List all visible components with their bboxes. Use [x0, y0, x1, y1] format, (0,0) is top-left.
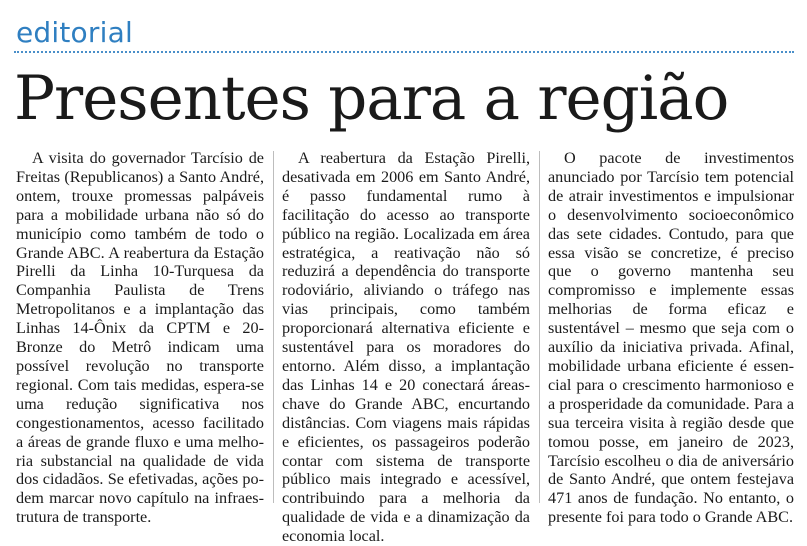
article-column-3 [548, 149, 794, 527]
article-paragraph-3: O pacote de investimentos anunciado por Tarcísio tem potencial de atrair investimentos e impulsionar o desenvolvimento socioeconômico das sete cidades. Contudo, para que essa visão se concretize, é preciso que o governo mantenha seu compromisso e implemente essas melhorias de forma eficaz e sustentável – mesmo que seja com o auxílio da iniciativa privada. Afinal, mobilidade urbana eficiente é essencial para o crescimento harmonioso e a prosperidade da comunidade. Para a sua terceira visita à região desde que tomou posse, em janeiro de 2023, Tarcísio escolheu o dia de aniversário de Santo André, que ontem festejava 471 anos de fundação. No entanto, o presente foi para todo o Grande ABC. [548, 149, 794, 527]
article-paragraph-1: A visita do governador Tarcísio de Freitas (Republicanos) a Santo André, ontem, trouxe promessas palpáveis para a mobilidade urbana não só do município como também de todo o Grande ABC. A reabertura da Estação Pirelli da Linha 10-Turquesa da Companhia Paulista de Trens Metropolitanos e a implantação das Linhas 14-Ônix da CPTM e 20-Bronze do Metrô indicam uma possível revolução no transporte regional. Com tais medidas, espera-se uma redução significativa nos congestionamentos, acesso facilitado a áreas de grande fluxo e uma melhoria substancial na qualidade de vida dos cidadãos. Se efetivadas, ações podem marcar novo capítulo na infraestrutura de transporte. [16, 149, 264, 527]
article-column-1 [16, 149, 264, 527]
article-column-2 [282, 149, 530, 546]
section-label: editorial [16, 16, 133, 49]
section-rule [14, 51, 794, 53]
article-body [16, 149, 794, 546]
column-divider [273, 151, 274, 503]
article-paragraph-2: A reabertura da Estação Pirelli, desativada em 2006 em Santo André, é passo fundamental rumo à facilitação do acesso ao transporte público na região. Localizada em área estratégica, a reativação não só reduzirá a dependência do transporte rodoviário, aliviando o tráfego nas vias principais, como também proporcionará alternativa eficiente e sustentável para os moradores do entorno. Além disso, a implantação das Linhas 14 e 20 conectará áreas-chave do Grande ABC, encurtando distâncias. Com viagens mais rápidas e eficientes, os passageiros poderão contar com sistema de transporte público mais integrado e acessível, contribuindo para a melhoria da qualidade de vida e a dinamização da economia local. [282, 149, 530, 546]
column-divider [539, 151, 540, 503]
headline: Presentes para a região [14, 63, 729, 134]
